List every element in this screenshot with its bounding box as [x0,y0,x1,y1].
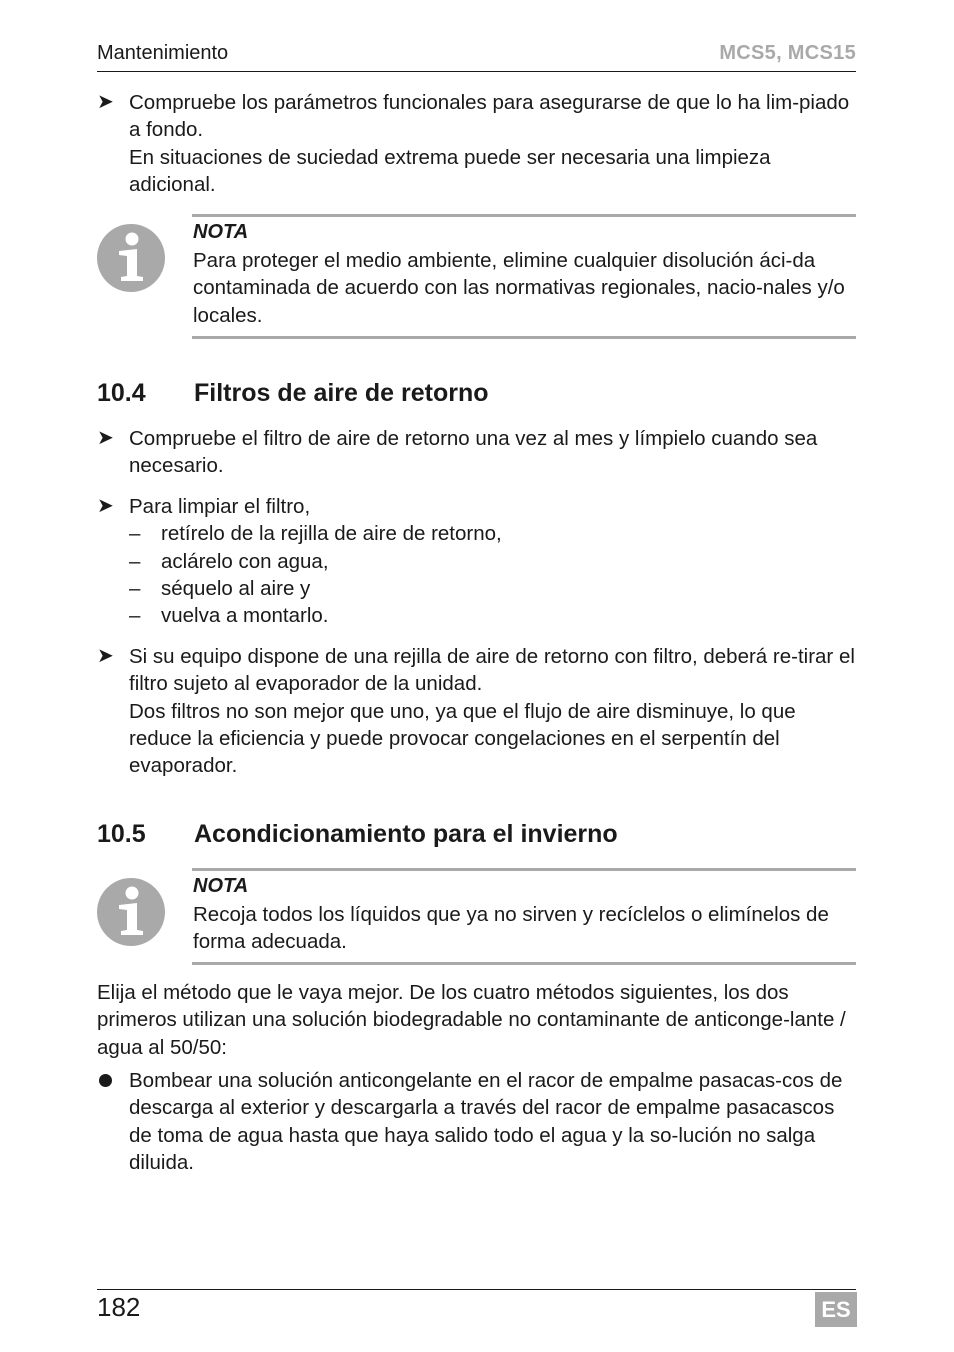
running-header-section: Mantenimiento [97,42,229,64]
instruction-text: Para limpiar el filtro, [129,495,311,518]
instruction-text: Compruebe el filtro de aire de retorno una vez al mes y límpielo cuando sea necesario. [129,427,818,478]
note-label: NOTA [193,875,249,897]
bullet-item [97,1067,857,1176]
section-heading-10-5 [97,820,618,849]
note-text: Para proteger el medio ambiente, elimine cualquier disolución áci-da contaminada de acuerdo con las normativas regionales, nacio-nales y/o locales. [193,249,845,327]
sub-step: – aclárelo con agua, [129,549,329,573]
note-bottom-rule [192,962,856,965]
arrow-bullet-icon: ➤ [97,91,114,113]
arrow-bullet-icon: ➤ [97,645,114,667]
note-box [97,868,857,968]
section-title: Acondicionamiento para el invierno [194,820,618,848]
instruction-item [97,89,857,198]
instruction-text: Compruebe los parámetros funcionales para asegurarse de que lo ha lim-piado a fondo. [129,91,850,142]
sub-step: – vuelva a montarlo. [129,604,329,628]
note-top-rule [192,868,856,871]
running-header-model: MCS5, MCS15 [719,42,856,64]
note-label: NOTA [193,221,249,243]
instruction-item [97,493,857,629]
footer-rule [97,1289,856,1290]
instruction-text: Si su equipo dispone de una rejilla de aire de retorno con filtro, deberá re-tirar el filtro sujeto al evaporador de la unidad. [129,645,855,696]
round-bullet-icon [97,1067,127,1095]
sub-step: – séquelo al aire y [129,576,311,600]
body-paragraph: Elija el método que le vaya mejor. De los cuatro métodos siguientes, los dos primeros utilizan una solución biodegradable no contaminante de anticonge-lante / agua al 50/50: [97,981,846,1059]
note-top-rule [192,214,856,217]
section-title: Filtros de aire de retorno [194,379,489,407]
note-box [97,214,857,341]
sub-step: – retírelo de la rejilla de aire de retorno, [129,522,502,546]
info-icon [97,224,165,292]
instruction-item [97,643,857,779]
section-number: 10.4 [97,379,146,407]
note-text: Recoja todos los líquidos que ya no sirven y recíclelos o elimínelos de forma adecuada. [193,903,829,954]
instruction-note-text: Dos filtros no son mejor que uno, ya que el flujo de aire disminuye, lo que reduce la eficiencia y puede provocar congelaciones en el serpentín del evaporador. [129,699,796,778]
bullet-text: Bombear una solución anticongelante en el racor de empalme pasacas-cos de descarga al exterior y descargarla a través del racor de empalme pasacascos de toma de agua hasta que haya salido todo el agua y la so-lución no salga diluida. [129,1069,843,1174]
arrow-bullet-icon: ➤ [97,427,114,449]
language-badge: ES [815,1292,857,1327]
page-number: 182 [97,1292,141,1322]
section-heading-10-4 [97,379,489,408]
note-bottom-rule [192,336,856,339]
header-rule [97,71,856,72]
section-number: 10.5 [97,820,146,848]
instruction-note-text: En situaciones de suciedad extrema puede ser necesaria una limpieza adicional. [129,145,771,196]
instruction-item [97,425,857,480]
arrow-bullet-icon: ➤ [97,495,114,517]
info-icon [97,878,165,946]
